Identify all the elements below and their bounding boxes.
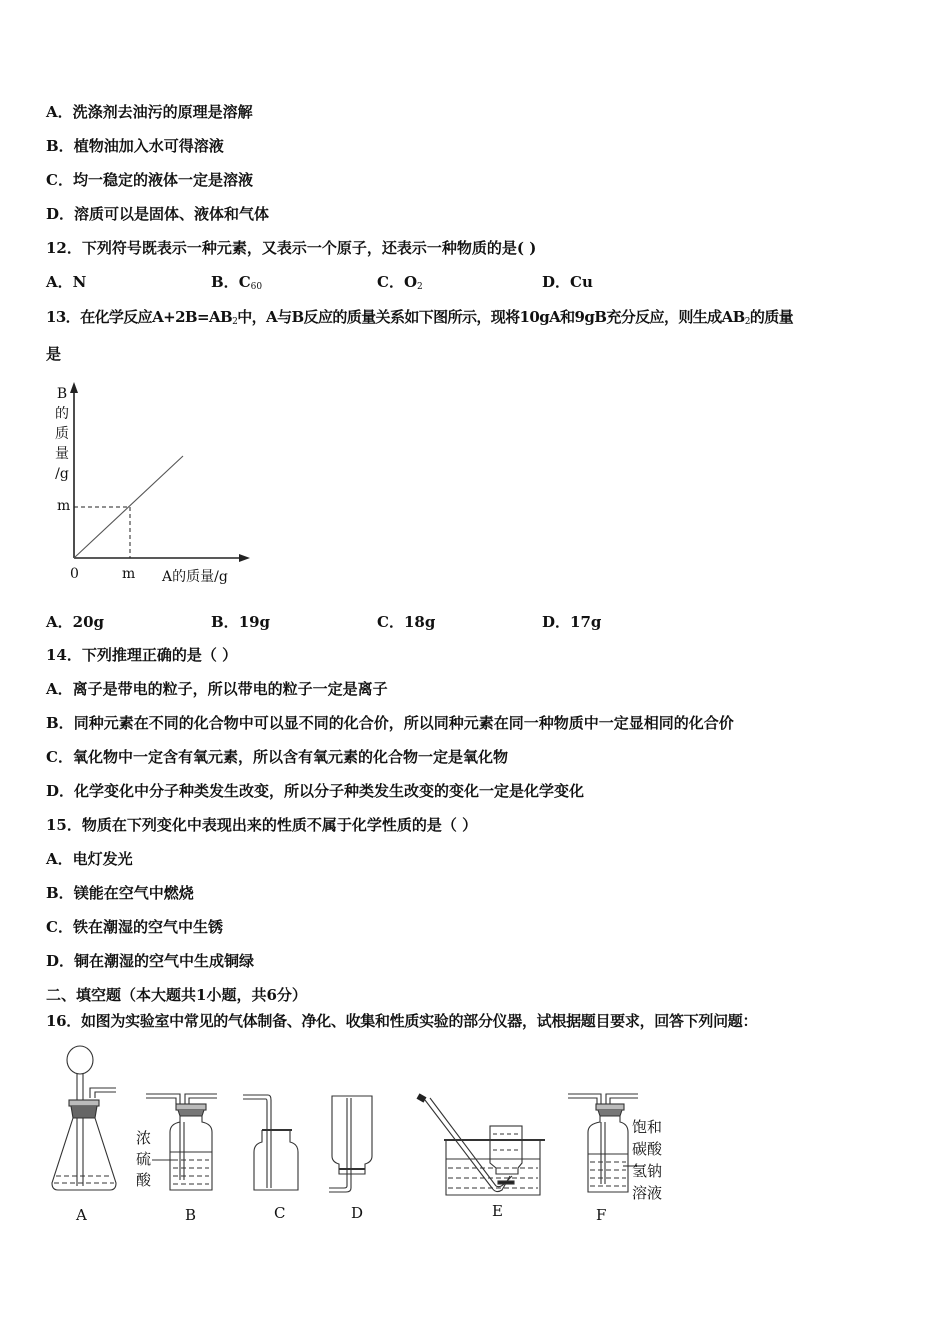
option-text: 均一稳定的液体一定是溶液	[72, 171, 253, 189]
subscript: 2	[417, 282, 423, 292]
apparatus-d-inverted-bottle	[329, 1096, 372, 1192]
q14-stem: 14．下列推理正确的是（ ）	[46, 646, 238, 664]
q13-option-d	[542, 612, 601, 632]
origin-label: 0	[70, 566, 79, 582]
option-text: 镁能在空气中燃烧	[73, 884, 194, 902]
option-text: 洗涤剂去油污的原理是溶解	[72, 103, 253, 121]
q13-options	[46, 612, 906, 632]
x-tick-m: m	[122, 566, 136, 582]
option-text: 19g	[238, 613, 271, 631]
option-text: C	[238, 273, 251, 291]
reagent-char: 硫	[136, 1150, 152, 1168]
label-d: D	[351, 1204, 364, 1222]
option-text: 电灯发光	[72, 850, 133, 868]
q13-stem	[46, 307, 793, 332]
option-label: D．	[46, 205, 75, 223]
option-text: N	[72, 273, 87, 291]
option-text: 18g	[403, 613, 436, 631]
option-label: D．	[542, 613, 571, 631]
q15-option-a	[46, 849, 133, 869]
q15-option-b	[46, 883, 194, 903]
q15-option-d	[46, 951, 254, 971]
label-b: B	[185, 1206, 197, 1224]
b-reagent-label	[136, 1128, 151, 1191]
option-text: 植物油加入水可得溶液	[73, 137, 224, 155]
stem-text: 中，A与B反应的质量关系如下图所示，现将10gA和9gB充分反应，则生成AB	[237, 308, 745, 326]
subscript: 2	[744, 317, 750, 327]
q11-option-d	[46, 204, 269, 224]
label-e: E	[492, 1202, 503, 1220]
section-heading: 二、填空题（本大题共1小题，共6分）	[46, 986, 307, 1004]
option-label: C．	[46, 918, 73, 936]
option-text: 铁在潮湿的空气中生锈	[72, 918, 223, 936]
q15-stem: 15．物质在下列变化中表现出来的性质不属于化学性质的是（ ）	[46, 816, 478, 834]
q12-option-c	[377, 272, 423, 297]
q11-option-c	[46, 170, 253, 190]
mass-relation-chart	[40, 378, 260, 593]
option-label: D．	[46, 952, 75, 970]
option-label: B．	[211, 273, 239, 291]
y-axis-label	[54, 384, 70, 484]
y-label-char: 质	[55, 426, 69, 442]
option-text: 溶质可以是固体、液体和气体	[74, 205, 270, 223]
option-label: C．	[377, 613, 404, 631]
q13-option-c	[377, 612, 435, 632]
q13-mass-graph	[40, 378, 260, 593]
option-text: O	[403, 273, 418, 291]
y-label-char: 的	[55, 406, 69, 422]
option-text: 20g	[72, 613, 105, 631]
q16-apparatus-figure	[40, 1038, 680, 1228]
option-label: A．	[46, 103, 73, 121]
q12-option-b	[211, 272, 262, 297]
option-text: 氧化物中一定含有氧元素，所以含有氧元素的化合物一定是氧化物	[72, 748, 508, 766]
apparatus-a-conical-flask	[52, 1046, 116, 1190]
option-text: 离子是带电的粒子，所以带电的粒子一定是离子	[72, 680, 388, 698]
q14-option-d	[46, 781, 584, 801]
reagent-line: 饱和	[632, 1118, 663, 1136]
option-text: 17g	[570, 613, 602, 631]
reagent-line: 溶液	[632, 1184, 663, 1202]
x-axis-label: A的质量/g	[162, 569, 228, 585]
reagent-line: 氢钠	[632, 1162, 663, 1180]
label-c: C	[274, 1204, 286, 1222]
option-label: A．	[46, 273, 73, 291]
option-label: D．	[46, 782, 75, 800]
option-label: B．	[46, 137, 74, 155]
option-label: C．	[46, 748, 73, 766]
q13-option-b	[211, 612, 270, 632]
f-reagent-label	[632, 1116, 662, 1204]
apparatus-e-water-trough	[418, 1096, 545, 1195]
q16-stem: 16．如图为实验室中常见的气体制备、净化、收集和性质实验的部分仪器，试根据题目要求，回答下列问题：	[46, 1012, 758, 1030]
option-label: B．	[211, 613, 239, 631]
option-label: B．	[46, 714, 74, 732]
option-text: 化学变化中分子种类发生改变，所以分子种类发生改变的变化一定是化学变化	[74, 782, 585, 800]
q14-option-c	[46, 747, 508, 767]
apparatus-c-collection-bottle	[243, 1095, 298, 1190]
apparatus-f-washing-bottle	[568, 1094, 638, 1192]
option-label: C．	[377, 273, 404, 291]
q13-stem-line2: 是	[46, 345, 62, 363]
q12-option-d	[542, 272, 593, 292]
q14-option-b	[46, 713, 734, 733]
q12-options	[46, 272, 906, 292]
y-tick-m: m	[57, 498, 71, 514]
stem-text: 13．在化学反应A+2B=AB	[46, 308, 233, 326]
subscript: 2	[232, 317, 238, 327]
y-label-char: /g	[55, 466, 69, 482]
y-label-char: 量	[55, 446, 69, 462]
label-f: F	[596, 1206, 607, 1224]
option-label: A．	[46, 680, 73, 698]
option-label: C．	[46, 171, 73, 189]
q12-option-a	[46, 272, 86, 292]
option-text: Cu	[570, 273, 593, 291]
q11-option-a	[46, 102, 253, 122]
q15-option-c	[46, 917, 223, 937]
q11-option-b	[46, 136, 224, 156]
option-label: A．	[46, 613, 73, 631]
option-text: 同种元素在不同的化合物中可以显不同的化合价，所以同种元素在同一种物质中一定显相同的化合价	[73, 714, 734, 732]
stem-text: 的质量	[749, 308, 794, 326]
label-a: A	[76, 1206, 87, 1224]
reagent-char: 酸	[136, 1171, 152, 1189]
y-label-char: B	[56, 386, 68, 402]
subscript: 60	[250, 282, 263, 292]
option-text: 铜在潮湿的空气中生成铜绿	[74, 952, 255, 970]
option-label: D．	[542, 273, 571, 291]
q13-option-a	[46, 612, 104, 632]
q12-stem: 12．下列符号既表示一种元素，又表示一个原子，还表示一种物质的是( )	[46, 239, 537, 257]
reagent-line: 碳酸	[632, 1140, 663, 1158]
option-label: A．	[46, 850, 73, 868]
q14-option-a	[46, 679, 388, 699]
reagent-char: 浓	[136, 1129, 152, 1147]
apparatus-b-washing-bottle	[146, 1094, 217, 1190]
option-label: B．	[46, 884, 74, 902]
